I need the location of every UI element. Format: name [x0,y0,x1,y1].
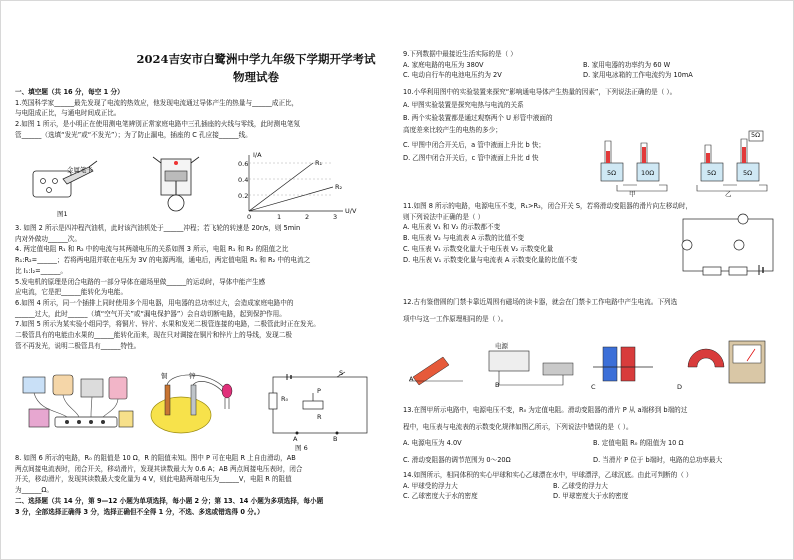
fig8-circuit [673,209,783,279]
q11-line: 11.如图 8 所示的电路，电源电压不变，R₁>R₂，闭合开关 S，若将滑动变阻器的滑片向左移动时， [403,202,693,210]
q11-option-b: B. 电压表 V₂ 与电流表 A 示数的比值不变 [403,234,525,243]
fig7-res-5d: 5Ω [751,131,761,139]
q12-option-a-label: A [409,375,414,383]
q3-line: 内对外做功______次。 [15,234,81,243]
q13-options [403,438,783,449]
fig6-b: B [333,435,338,443]
fig5-cu-label: 铜 [161,372,168,380]
q14-stem: 14.如图所示，相同体积的实心甲球和实心乙球漂在水中，甲球漂浮，乙球沉底。由此可判断的（ ） [403,470,693,479]
q3-line: 3. 如图 2 所示是四冲程汽油机，此时该汽油机处于______冲程；若飞轮的转速是 20r/s，则 5min [15,224,301,232]
fig3-ytick: 0.4 [238,176,249,184]
q9-options [403,70,783,81]
q12-line: 12.古有鉴借圆的门禁卡靠近周围有磁场的读卡器，就会在门禁卡工作电路中产生电流。下列选 [403,298,678,306]
fig3-ytick: 0.2 [238,192,249,200]
fig6-r0: R₀ [281,395,289,403]
fig5-fruit-battery [141,369,251,439]
q1-line: 与电阻成正比，与通电时间成正比。 [15,109,121,118]
q2-line: 管______（选填“发光”或“不发光”）；为了防止漏电，插座的 C 孔应接______线。 [15,130,252,139]
q12-power-label: 电源 [495,342,508,350]
q9-options [403,60,783,71]
left-column-middle [15,223,393,351]
figures-row-2 [19,369,389,451]
q13-line: 13.在图甲所示电路中，电源电压不变，R₀ 为定值电阻。滑动变阻器的滑片 P 从 a端移到 b端的过 [403,406,688,414]
q14-option-a: A. 甲球受的浮力大 [403,481,458,490]
fig7-res-5c: 5Ω [743,169,753,177]
fig3-r1: R₁ [315,159,323,167]
q11-option-d: D. 电压表 V₁ 示数变化量与电流表 A 示数变化量的比值不变 [403,255,578,264]
q13-options [403,455,783,466]
q6-line: ______过大，此时______（填“空气开关”或“漏电保护器”）会自动切断电路，起到保护作用。 [15,309,286,318]
q9-option-a: A. 家庭电路的电压为 380V [403,60,484,69]
exam-title [101,50,411,86]
q12-option-d-label: D [677,383,683,391]
q12-line: 项中与这一工作原理相同的是（ ）。 [403,314,508,323]
q4-line: 比 I₁:I₂=______。 [15,266,67,275]
fig7-res-5b: 5Ω [707,169,717,177]
q14-option-d: D. 甲球密度大于水的密度 [553,492,629,501]
fig1-caption: 图1 [57,210,68,218]
q8-line: 两点间接电流表时，闭合开关，移动滑片，发现其读数最大为 0.6 A；AB 两点间接电压表时，闭合 [15,464,303,473]
section-choice: 3 分，全部选择正确得 3 分，选择正确但不全得 1 分，不选、多选或错选得 0 分。） [15,507,264,516]
q10-option-b: B. 两个实验装置都是通过观察两个 U 形管中液面的 [403,113,553,122]
q4-line: R₁:R₂=______；若将两电阻并联在电压为 3V 的电源两端，通电后，两定值电阻 R₁ 和 R₂ 中的电流之 [15,256,311,265]
fig6-caption: 图 6 [295,444,308,452]
q10-option-d: D. 乙图中闭合开关后，c 管中液面上升比 d 快 [403,153,539,162]
q14-options [403,481,783,492]
title-line1: 2024吉安市白鹭洲中学九年级下学期开学考试 [136,52,376,66]
q10-stem: 10.小华利用图中的实验装置来探究“影响通电导体产生热量的因素”，下列说法正确的是（ ）。 [403,88,677,97]
fig7-heating-apparatus [597,125,777,195]
q7-line: 7.如图 5 所示为某实验小组同学，将铜片、锌片、水果和发光二极管连接的电路，二极管此时正在发光。 [15,320,320,329]
q11-option-c: C. 电压表 V₁ 示数变化量大于电压表 V₂ 示数变化量 [403,244,554,253]
q7-line: 管不再发光，说明二极管具有______特性。 [15,341,141,350]
q10-option-a: A. 甲图实验装置是探究电热与电流的关系 [403,100,524,109]
fig6-a: A [293,435,298,443]
q7-line: 二极管具有的电能由水果的______能转化而来，现在只对调接在铜片和锌片上的导线，发现二极 [15,331,292,340]
fig1-pen-label: 金属笔卡 [67,166,93,174]
fig3-xtick: 0 [247,213,252,221]
q10-option-c: C. 甲图中闭合开关后，a 管中液面上升比 b 快； [403,140,545,149]
fig3-xtick: 3 [333,213,338,221]
fig6-circuit [267,371,377,441]
figures-row-1 [23,151,383,221]
left-column [15,87,393,141]
q2-line: 2.如图 1 所示，是小明正在使用测电笔辨别正常家庭电路中三孔插座的火线与零线，此时测电笔氖 [15,120,301,129]
fig7-res-10: 10Ω [641,169,655,177]
q11-option-a: A. 电压表 V₁ 和 V₂ 的示数都不变 [403,223,501,232]
q12-option-c-label: C [591,383,596,391]
q14-options [403,491,783,502]
section-fill-in: 一、填空题（共 16 分，每空 1 分） [15,88,124,96]
q6-line: 6.如图 4 所示，同一个插排上同时使用多个用电器，用电器的总功率过大，会造成家庭电路中的 [15,298,294,307]
fig2-engine [143,153,213,213]
section-choice: 二、选择题（共 14 分，第 9—12 小题为单项选择，每小题 2 分；第 13、14 小题为多项选择，每小题 [15,496,324,505]
q8-line: 为______Ω。 [15,486,54,495]
fig3-r2: R₂ [335,183,343,191]
q9-option-b: B. 家用电器的功率约为 60 W [583,60,671,69]
fig6-s: S [339,369,344,377]
q5-line: 5.发电机的原理是闭合电路的一部分导体在磁场里做______的运动时，导体中能产生感 [15,277,266,286]
q9-stem: 9.下列数据中最接近生活实际的是（ ） [403,50,517,58]
q8-line: 8. 如图 6 所示的电路，R₀ 的阻值是 10 Ω，R 的阻值未知。图中 P 可在电阻 R 上自由滑动，AB [15,454,296,462]
fig7-yi: 乙 [725,190,732,198]
q4-line: 4. 两定值电阻 R₁ 和 R₂ 中的电流与其两端电压的关系如图 3 所示，电阻 R₁ 和 R₂ 的阻值之比 [15,245,289,254]
fig7-jia: 甲 [629,190,636,198]
q9-option-c: C. 电动自行车的电池电压约为 2V [403,71,502,80]
fig6-p: P [317,387,321,395]
fig3-ytick: 0.6 [238,160,249,168]
q9-option-d: D. 家用电冰箱的工作电流约为 10mA [583,71,693,80]
right-column-q12 [403,297,783,324]
q11-line: 则下列说法中正确的是（ ） [403,212,485,221]
title-line2: 物理试卷 [233,70,279,84]
right-column-q13 [403,405,783,502]
q13-option-b: B. 定值电阻 R₀ 的阻值为 10 Ω [593,439,684,448]
fig3-xtick: 2 [305,213,310,221]
q12-option-b-label: B [495,381,500,389]
q13-option-c: C. 滑动变阻器的调节范围为 0～20Ω [403,456,511,465]
q8-line: 开关，移动滑片，发现其读数最大变化量为 4 V，则此电路两端电压为______V，电阻 R 的阻值 [15,475,292,484]
q13-option-a: A. 电源电压为 4.0V [403,439,462,448]
fig3-axis-i: I/A [253,151,262,159]
q14-option-b: B. 乙球受的浮力大 [553,481,608,490]
left-column-bottom [15,453,393,517]
fig7-res-5a: 5Ω [607,169,617,177]
fig5-zn-label: 锌 [189,372,196,380]
q1-line: 1.英国科学家______最先发现了电流的热效应，他发现电流通过导体产生的热量与______成正比， [15,98,299,107]
q13-line: 程中，电压表与电流表的示数变化规律如图乙所示，下列说法中错误的是（ ）。 [403,422,633,431]
fig6-r: R [317,413,322,421]
q13-option-d: D. 当滑片 P 位于 b端时，电路的总功率最大 [593,456,723,465]
fig3-xtick: 1 [277,213,282,221]
fig4-power-strip [19,371,139,441]
q5-line: 应电流，它是把______能转化为电能。 [15,288,128,297]
q14-option-c: C. 乙球密度大于水的密度 [403,492,478,501]
q10-option-b-cont: 高度差来比较产生的电热的多少； [403,126,502,135]
fig3-axis-u: U/V [345,207,357,215]
